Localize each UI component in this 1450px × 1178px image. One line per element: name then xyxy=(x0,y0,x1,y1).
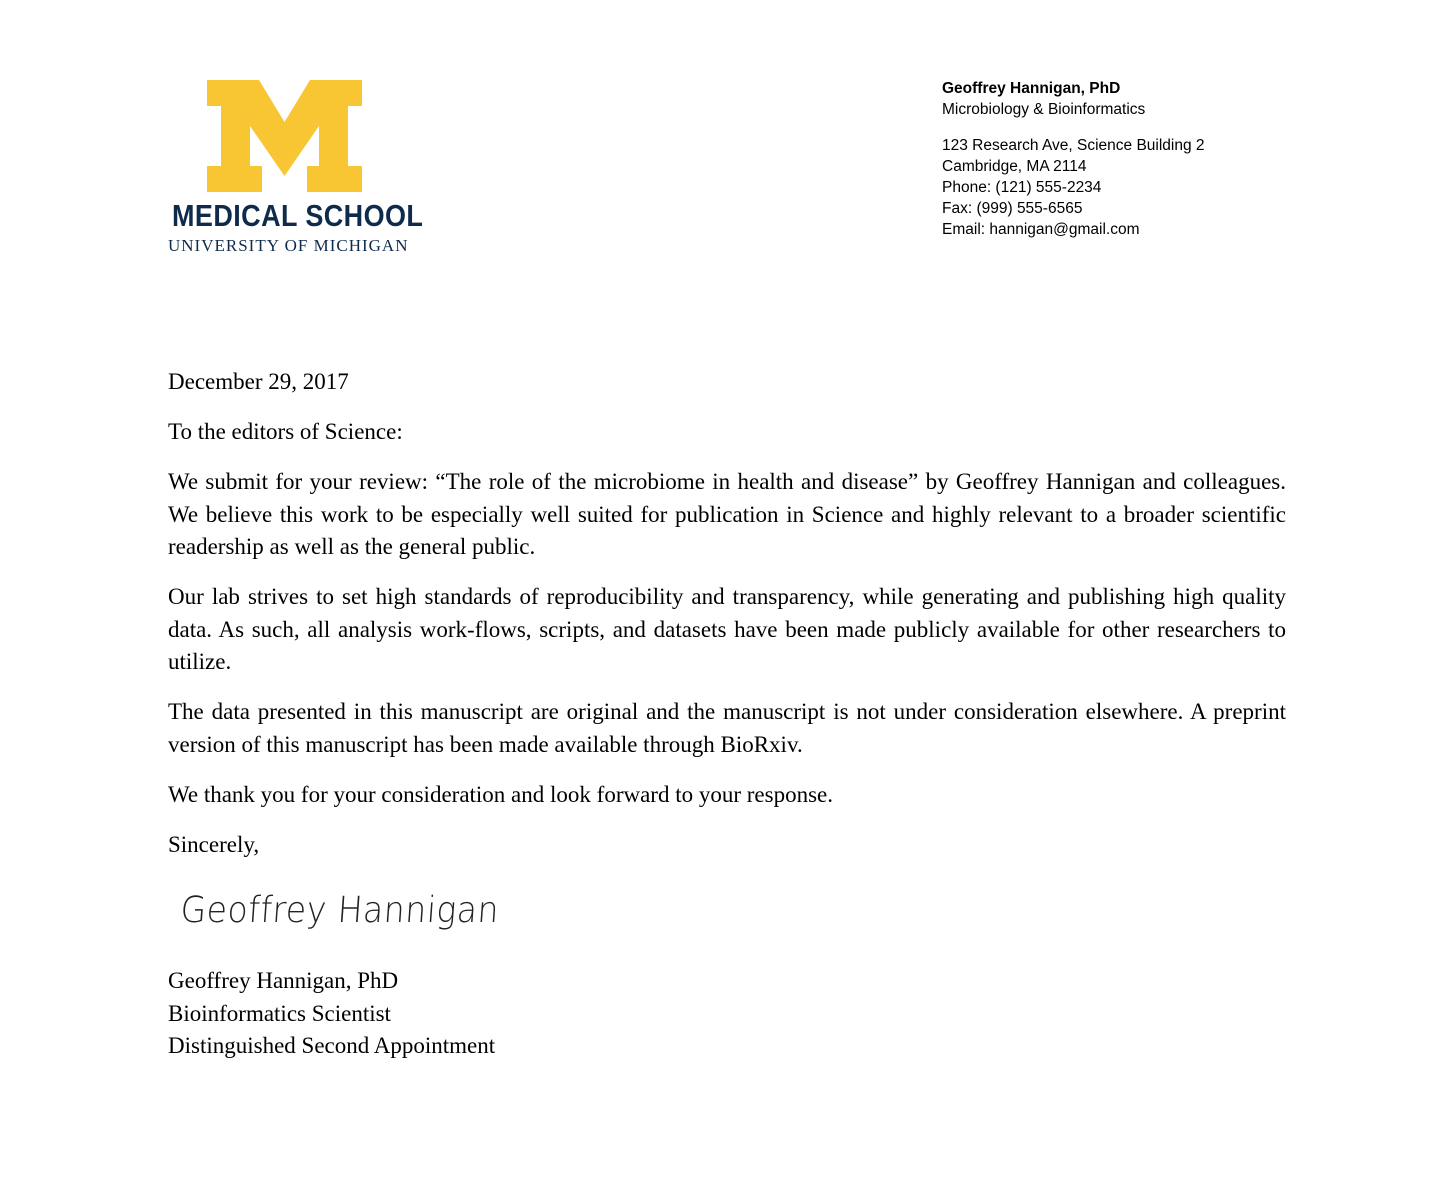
signatory-title: Bioinformatics Scientist xyxy=(168,1000,391,1026)
handwritten-signature xyxy=(179,890,562,960)
letter-salutation: To the editors of Science: xyxy=(168,419,403,444)
logo-subtitle: UNIVERSITY OF MICHIGAN xyxy=(168,236,409,255)
sender-department: Microbiology & Bioinformatics xyxy=(942,101,1146,118)
university-logo xyxy=(166,78,424,258)
letter-closing: Sincerely, xyxy=(168,831,260,857)
signatory-appointment: Distinguished Second Appointment xyxy=(168,1033,496,1058)
letter-paragraph-2: Our lab strives to set high standards of reproducibility and transparency, while generating and publishing high quality data. As such, all analysis work-flows, scripts, and datasets have been made publicly available for other researchers to utilize. xyxy=(168,584,1286,674)
letter-paragraph-4: We thank you for your consideration and look forward to your response. xyxy=(168,781,833,807)
signatory-block xyxy=(168,965,495,1063)
sender-email: Email: hannigan@gmail.com xyxy=(942,221,1140,238)
sender-address-line2: Cambridge, MA 2114 xyxy=(942,158,1087,175)
sender-name: Geoffrey Hannigan, PhD xyxy=(942,80,1121,97)
letter-paragraph-1: We submit for your review: “The role of the microbiome in health and disease” by Geoffrey Hannigan and colleagues. We believe this work to be especially well suited for publication in Science and highly relevant to a broader scientific readership as well as the general public. xyxy=(168,469,1286,559)
sender-address-block xyxy=(942,78,1205,240)
signature-text: Geoffrey Hannigan xyxy=(179,890,501,931)
letter-paragraph-3: The data presented in this manuscript are original and the manuscript is not under consideration elsewhere. A preprint version of this manuscript has been made available through BioRxiv. xyxy=(168,699,1286,757)
letter-date: December 29, 2017 xyxy=(168,369,349,394)
sender-phone: Phone: (121) 555-2234 xyxy=(942,179,1102,196)
logo-wordmark: MEDICAL SCHOOL xyxy=(172,198,424,233)
sender-address-line1: 123 Research Ave, Science Building 2 xyxy=(942,137,1205,154)
block-m-logo-icon xyxy=(207,80,362,192)
signatory-name: Geoffrey Hannigan, PhD xyxy=(168,968,399,993)
sender-fax: Fax: (999) 555-6565 xyxy=(942,200,1083,217)
letter-body xyxy=(168,366,1286,879)
